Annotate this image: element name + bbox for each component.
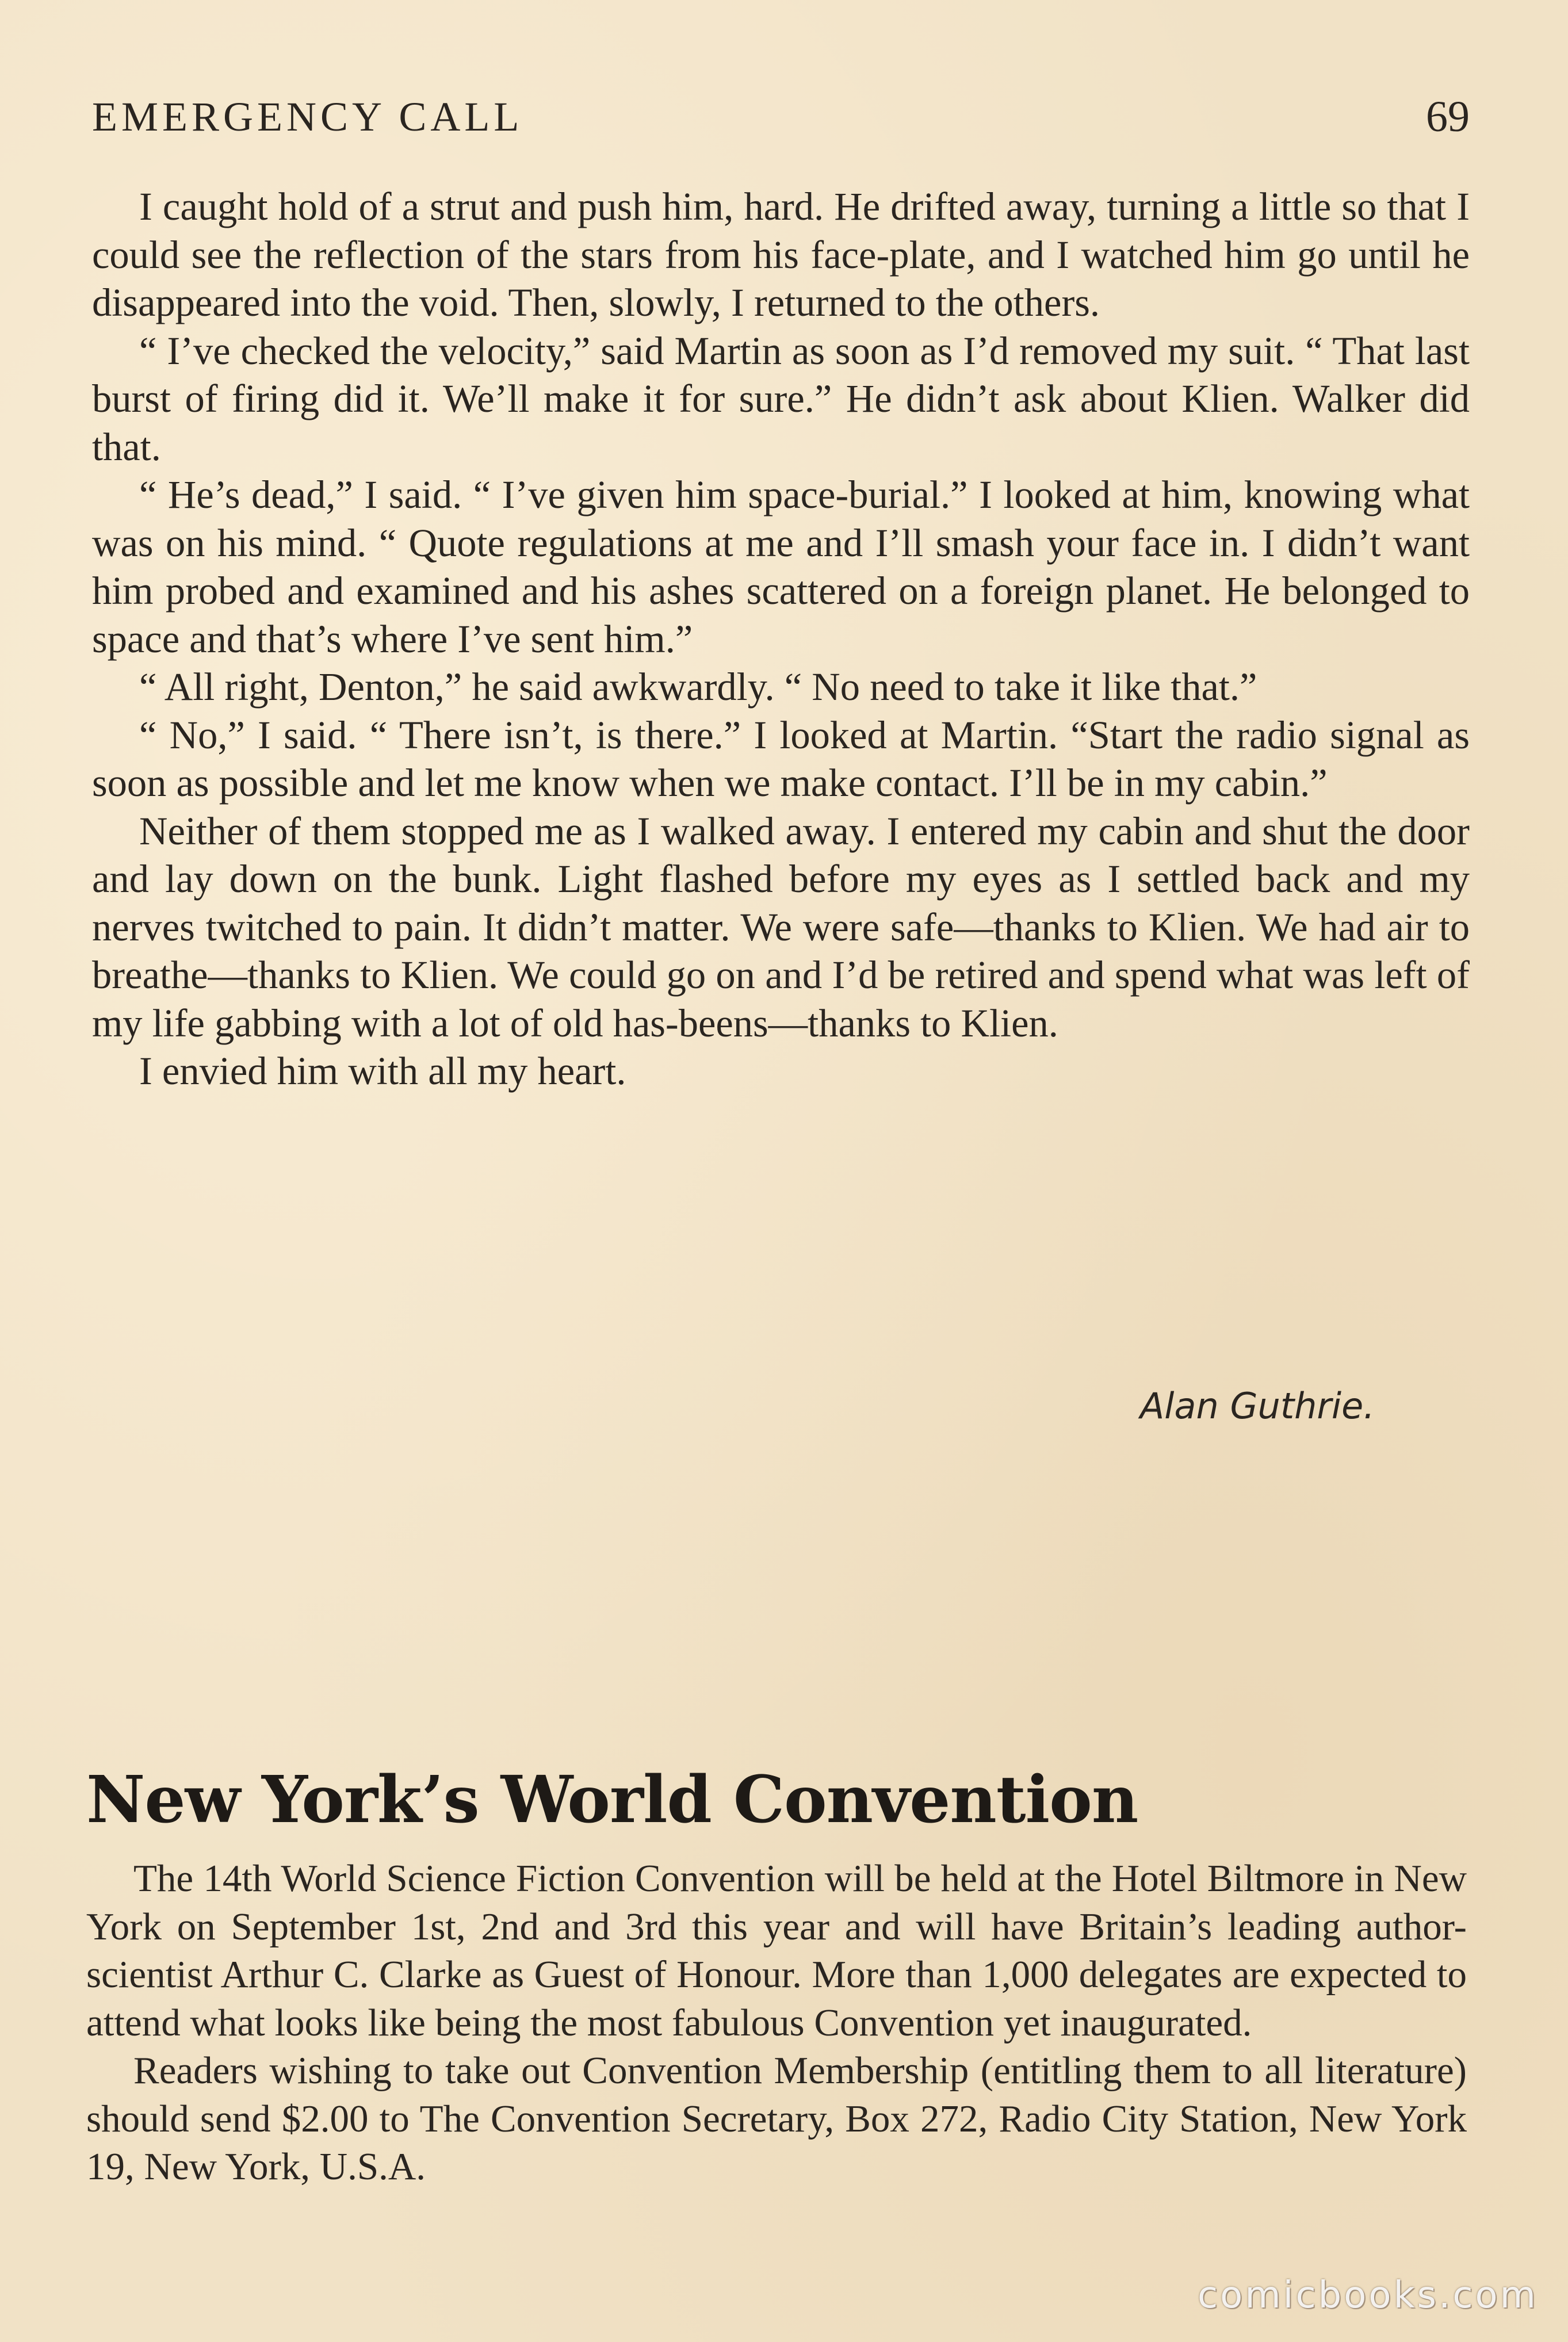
notice-paragraph: Readers wishing to take out Convention Membership (entitling them to all literature) should send $2.00 to The Convention Secretary, Box 272, Radio City Station, New York 19, New York, U.S.A. (86, 2049, 1467, 2188)
story-paragraph: “ He’s dead,” I said. “ I’ve given him space-burial.” I looked at him, knowing what was on his mind. “ Quote regulations at me and I’ll smash your face in. I didn’t want him probed and examined and his ashes scattered on a foreign planet. He belonged to space and that’s where I’ve sent him.” (92, 473, 1470, 661)
running-title: EMERGENCY CALL (92, 94, 523, 140)
author-byline: Alan Guthrie. (1139, 1385, 1375, 1427)
story-paragraph: “ All right, Denton,” he said awkwardly. “ No need to take it like that.” (139, 665, 1257, 709)
notice-body (86, 1855, 1467, 2191)
story-paragraph: “ I’ve checked the velocity,” said Martin as soon as I’d removed my suit. “ That last burst of firing did it. We’ll make it for sure.” He didn’t ask about Klien. Walker did that. (92, 328, 1470, 469)
story-paragraph: Neither of them stopped me as I walked away. I entered my cabin and shut the door and lay down on the bunk. Light flashed before my eyes as I settled back and my nerves twitched to pain. It didn’t matter. We were safe—thanks to Klien. We had air to breathe—thanks to Klien. We could go on and I’d be retired and spend what was left of my life gabbing with a lot of old has-beens—thanks to Klien. (92, 809, 1470, 1045)
watermark: comicbooks.com (1197, 2274, 1538, 2317)
running-header (92, 85, 1470, 148)
story-paragraph: I caught hold of a strut and push him, hard. He drifted away, turning a little so that I could see the reflection of the stars from his face-plate, and I watched him go until he disappeared into the void. Then, slowly, I returned to the others. (92, 185, 1470, 324)
story-paragraph: I envied him with all my heart. (139, 1049, 626, 1093)
notice-paragraph: The 14th World Science Fiction Convention will be held at the Hotel Biltmore in New York on September 1st, 2nd and 3rd this year and will have Britain’s leading author-scientist Arthur C. Clarke as Guest of Honour. More than 1,000 delegates are expected to attend what looks like being the most fabulous Convention yet inaugurated. (86, 1857, 1467, 2044)
story-text (92, 183, 1470, 1096)
story-paragraph: “ No,” I said. “ There isn’t, is there.” I looked at Martin. “Start the radio signal as soon as possible and let me know when we make contact. I’ll be in my cabin.” (92, 713, 1470, 805)
notice-title: New York’s World Convention (86, 1762, 1138, 1838)
page-number: 69 (1426, 93, 1470, 141)
